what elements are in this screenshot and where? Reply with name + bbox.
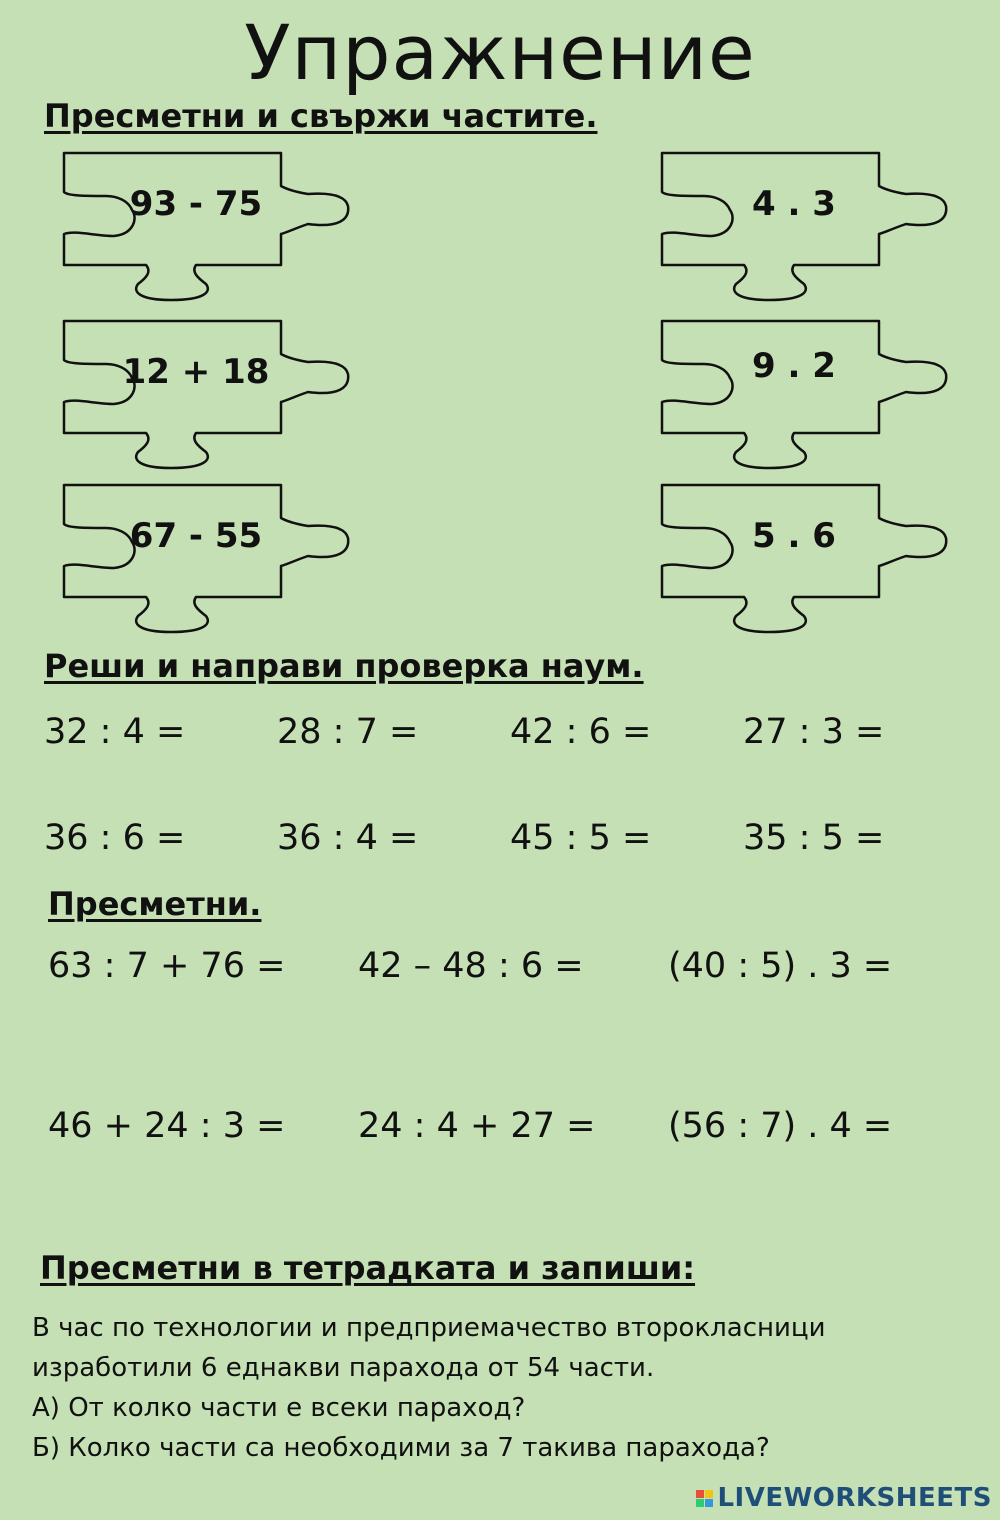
puzzle-piece-label: 5 . 6 xyxy=(752,516,836,556)
word-problem-line: изработили 6 еднакви парахода от 54 части. xyxy=(32,1353,655,1383)
expression-problem: (56 : 7) . 4 = xyxy=(668,1106,893,1146)
page-title: Упражнение xyxy=(244,8,756,97)
section1-heading: Пресметни и свържи частите. xyxy=(44,97,598,135)
puzzle-shape xyxy=(46,148,356,308)
division-problem: 36 : 6 = xyxy=(44,818,186,858)
puzzle-shape xyxy=(644,148,954,308)
puzzle-piece-left-1[interactable] xyxy=(46,148,346,298)
expression-problem: 42 – 48 : 6 = xyxy=(358,946,584,986)
word-problem-line: В час по технологии и предприемачество второкласници xyxy=(32,1313,826,1343)
logo-squares-icon xyxy=(696,1490,713,1507)
section2-heading: Реши и направи проверка наум. xyxy=(44,647,644,685)
division-problem: 35 : 5 = xyxy=(743,818,885,858)
logo-text: LIVEWORKSHEETS xyxy=(717,1483,992,1513)
expression-problem: 63 : 7 + 76 = xyxy=(48,946,286,986)
puzzle-piece-right-3[interactable] xyxy=(644,480,944,630)
puzzle-piece-right-2[interactable] xyxy=(644,316,944,466)
puzzle-shape xyxy=(46,316,356,476)
expression-problem: (40 : 5) . 3 = xyxy=(668,946,893,986)
division-problem: 32 : 4 = xyxy=(44,712,186,752)
word-problem-question-b: Б) Колко части са необходими за 7 такива парахода? xyxy=(32,1433,770,1463)
puzzle-piece-label: 67 - 55 xyxy=(129,516,263,556)
puzzle-shape xyxy=(644,480,954,640)
division-problem: 45 : 5 = xyxy=(510,818,652,858)
puzzle-piece-left-3[interactable] xyxy=(46,480,346,630)
word-problem-question-a: А) От колко части е всеки параход? xyxy=(32,1393,526,1423)
division-problem: 42 : 6 = xyxy=(510,712,652,752)
puzzle-piece-label: 93 - 75 xyxy=(129,184,263,224)
puzzle-piece-right-1[interactable] xyxy=(644,148,944,298)
puzzle-piece-label: 4 . 3 xyxy=(752,184,836,224)
division-problem: 36 : 4 = xyxy=(277,818,419,858)
section3-heading: Пресметни. xyxy=(48,885,262,923)
division-problem: 27 : 3 = xyxy=(743,712,885,752)
puzzle-piece-left-2[interactable] xyxy=(46,316,346,466)
puzzle-piece-label: 12 + 18 xyxy=(122,352,270,392)
expression-problem: 46 + 24 : 3 = xyxy=(48,1106,286,1146)
puzzle-shape xyxy=(46,480,356,640)
puzzle-piece-label: 9 . 2 xyxy=(752,346,836,386)
puzzle-shape xyxy=(644,316,954,476)
expression-problem: 24 : 4 + 27 = xyxy=(358,1106,596,1146)
section4-heading: Пресметни в тетрадката и запиши: xyxy=(40,1249,696,1287)
liveworksheets-logo[interactable] xyxy=(696,1480,992,1516)
division-problem: 28 : 7 = xyxy=(277,712,419,752)
